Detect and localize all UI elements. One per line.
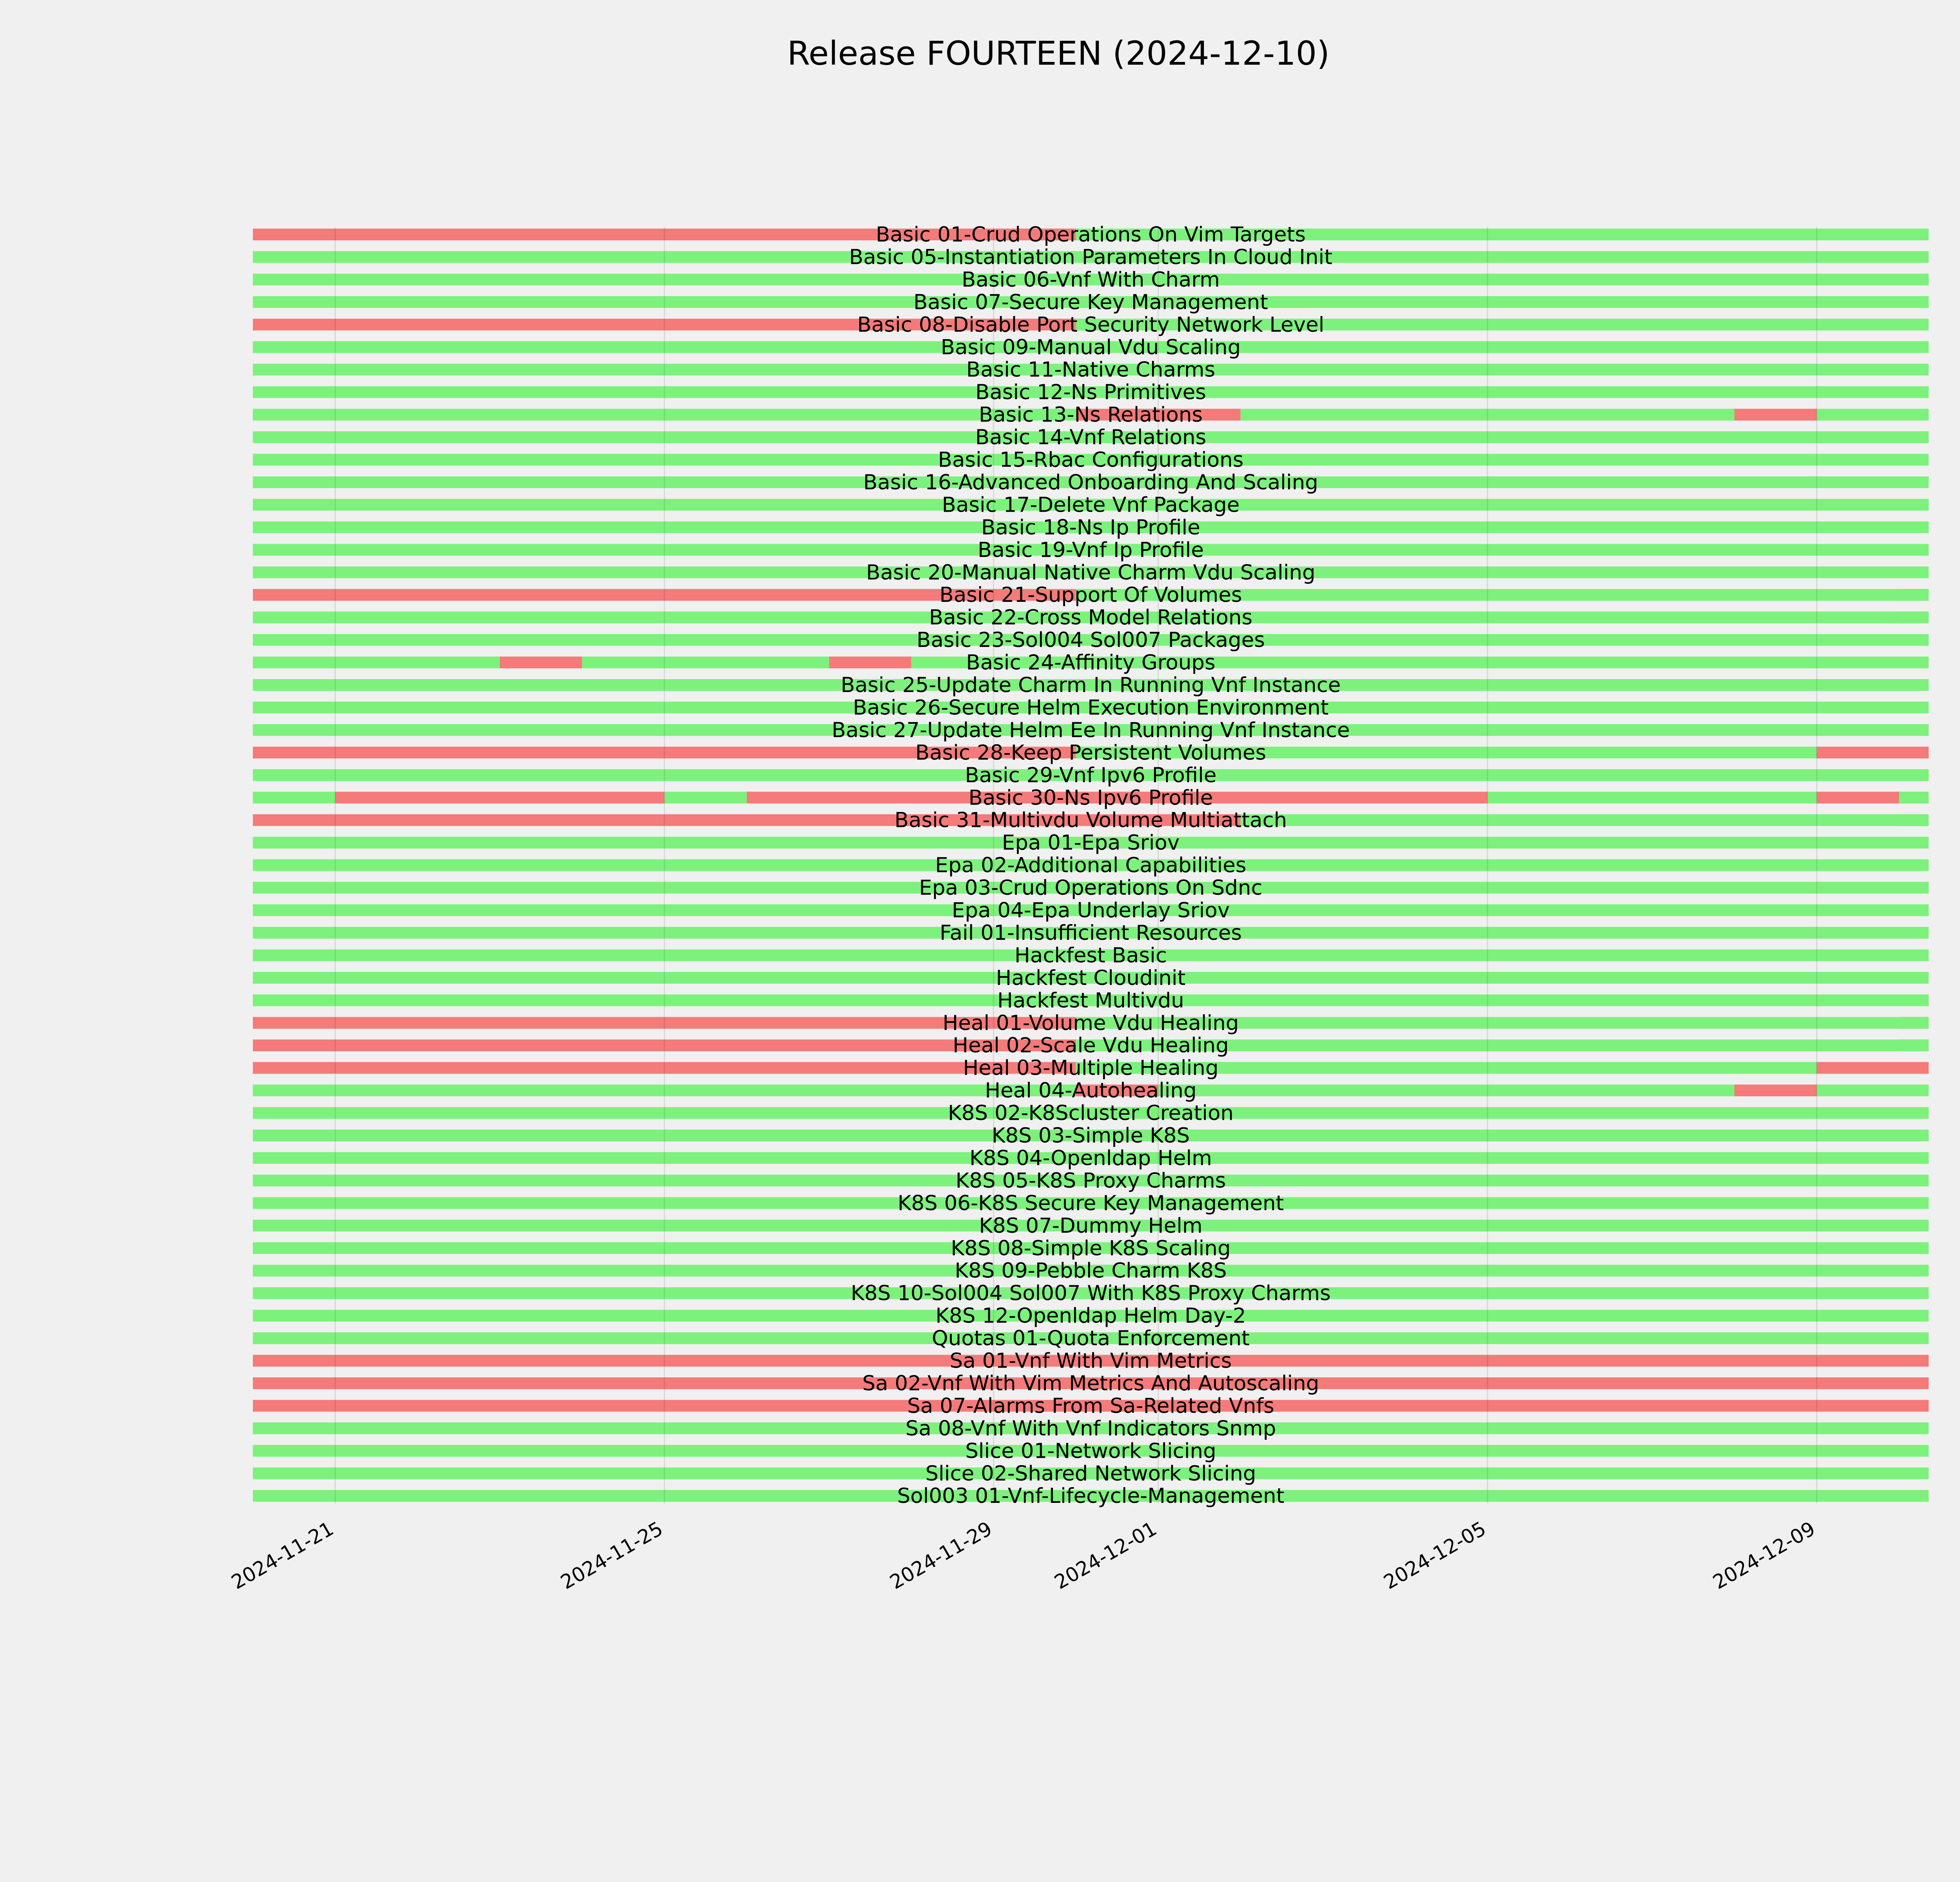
x-tick-label: 2024-12-05 bbox=[1379, 1517, 1490, 1594]
row-label: Epa 01-Epa Sriov bbox=[1002, 831, 1180, 855]
row-label: Basic 16-Advanced Onboarding And Scaling bbox=[863, 470, 1318, 494]
row-label: Basic 17-Delete Vnf Package bbox=[942, 493, 1240, 517]
row-label: Basic 08-Disable Port Security Network Level bbox=[857, 312, 1325, 337]
row-label: Basic 20-Manual Native Charm Vdu Scaling bbox=[866, 560, 1316, 585]
row-label: Heal 01-Volume Vdu Healing bbox=[942, 1011, 1239, 1035]
status-bar-fail bbox=[335, 792, 664, 803]
row-label: K8S 12-Openldap Helm Day-2 bbox=[935, 1304, 1246, 1328]
row-label: Basic 23-Sol004 Sol007 Packages bbox=[916, 628, 1265, 652]
x-tick-label: 2024-11-25 bbox=[557, 1517, 667, 1594]
status-bar-pass bbox=[582, 657, 829, 669]
row-label: Sa 02-Vnf With Vim Metrics And Autoscaling bbox=[862, 1371, 1319, 1395]
row-label: Hackfest Multivdu bbox=[997, 988, 1184, 1013]
row-label: Basic 14-Vnf Relations bbox=[975, 425, 1207, 450]
status-bar-pass bbox=[253, 657, 500, 669]
row-label: Basic 18-Ns Ip Profile bbox=[981, 515, 1200, 540]
row-label: Sa 08-Vnf With Vnf Indicators Snmp bbox=[905, 1416, 1276, 1441]
row-label: Epa 04-Epa Underlay Sriov bbox=[951, 898, 1230, 923]
status-bar-pass bbox=[1817, 409, 1929, 421]
row-label: Basic 07-Secure Key Management bbox=[913, 290, 1268, 314]
row-label: Basic 06-Vnf With Charm bbox=[962, 267, 1220, 292]
row-label: Basic 09-Manual Vdu Scaling bbox=[940, 335, 1241, 360]
row-label: K8S 08-Simple K8S Scaling bbox=[951, 1236, 1231, 1261]
row-label: K8S 06-K8S Secure Key Management bbox=[897, 1191, 1284, 1215]
row-label: Heal 02-Scale Vdu Healing bbox=[953, 1034, 1229, 1058]
row-label: Basic 12-Ns Primitives bbox=[975, 380, 1206, 405]
status-bar-fail bbox=[500, 657, 582, 669]
row-label: Basic 22-Cross Model Relations bbox=[929, 605, 1253, 630]
status-bar-pass bbox=[1488, 792, 1817, 803]
x-tick-label: 2024-12-01 bbox=[1051, 1517, 1161, 1594]
row-label: Basic 28-Keep Persistent Volumes bbox=[915, 741, 1267, 765]
x-tick-label: 2024-11-29 bbox=[886, 1517, 996, 1594]
status-bar-fail bbox=[1817, 1062, 1929, 1074]
status-bar-fail bbox=[829, 657, 911, 669]
row-label: K8S 10-Sol004 Sol007 With K8S Proxy Charms bbox=[851, 1281, 1331, 1306]
row-label: Basic 29-Vnf Ipv6 Profile bbox=[965, 763, 1217, 787]
row-label: Heal 03-Multiple Healing bbox=[963, 1056, 1219, 1080]
row-label: Epa 02-Additional Capabilities bbox=[935, 853, 1247, 877]
status-bar-pass bbox=[1817, 1085, 1929, 1096]
row-label: Basic 19-Vnf Ip Profile bbox=[978, 538, 1204, 562]
status-bar-pass bbox=[1158, 1085, 1735, 1096]
row-label: Basic 15-Rbac Configurations bbox=[938, 448, 1244, 472]
row-label: Hackfest Cloudinit bbox=[996, 966, 1186, 990]
row-label: Quotas 01-Quota Enforcement bbox=[932, 1326, 1250, 1351]
row-label: K8S 05-K8S Proxy Charms bbox=[955, 1168, 1226, 1193]
row-label: Sa 01-Vnf With Vim Metrics bbox=[949, 1349, 1232, 1373]
row-label: Slice 02-Shared Network Slicing bbox=[925, 1461, 1256, 1486]
row-label: Basic 25-Update Charm In Running Vnf Instance bbox=[840, 673, 1341, 697]
row-label: Slice 01-Network Slicing bbox=[965, 1439, 1216, 1463]
row-label: Hackfest Basic bbox=[1014, 943, 1167, 968]
row-label: Heal 04-Autohealing bbox=[985, 1079, 1197, 1103]
row-label: Basic 21-Support Of Volumes bbox=[939, 583, 1242, 607]
row-label: Basic 26-Secure Helm Execution Environment bbox=[853, 696, 1329, 720]
status-bar-fail bbox=[1734, 409, 1817, 421]
row-label: Sol003 01-Vnf-Lifecycle-Management bbox=[897, 1484, 1285, 1508]
status-bar-pass bbox=[1899, 792, 1929, 803]
row-label: Basic 24-Affinity Groups bbox=[966, 650, 1216, 675]
x-axis-tick-labels bbox=[227, 1517, 1819, 1594]
row-label: K8S 03-Simple K8S bbox=[991, 1124, 1190, 1148]
status-bar-pass bbox=[1241, 814, 1929, 826]
row-label: Fail 01-Insufficient Resources bbox=[940, 921, 1242, 945]
status-bar-fail bbox=[1817, 747, 1929, 758]
row-label: K8S 07-Dummy Helm bbox=[979, 1213, 1203, 1238]
row-label: Basic 05-Instantiation Parameters In Cloud Init bbox=[849, 245, 1333, 269]
status-bar-pass bbox=[664, 792, 747, 803]
row-label: K8S 04-Openldap Helm bbox=[969, 1146, 1212, 1170]
row-label: K8S 02-K8Scluster Creation bbox=[948, 1101, 1234, 1125]
row-label: Basic 11-Native Charms bbox=[966, 358, 1216, 382]
row-label: K8S 09-Pebble Charm K8S bbox=[955, 1259, 1227, 1283]
chart-title: Release FOURTEEN (2024-12-10) bbox=[787, 34, 1330, 73]
row-label: Basic 31-Multivdu Volume Multiattach bbox=[894, 808, 1287, 832]
status-bar-fail bbox=[1734, 1085, 1817, 1096]
row-label: Basic 27-Update Helm Ee In Running Vnf Instance bbox=[831, 718, 1350, 742]
x-tick-label: 2024-11-21 bbox=[227, 1517, 338, 1594]
row-label: Basic 01-Crud Operations On Vim Targets bbox=[876, 223, 1306, 247]
status-bar-pass bbox=[253, 792, 335, 803]
x-tick-label: 2024-12-09 bbox=[1709, 1517, 1819, 1594]
row-label: Epa 03-Crud Operations On Sdnc bbox=[919, 876, 1263, 900]
row-label: Basic 13-Ns Relations bbox=[978, 403, 1203, 427]
row-label: Sa 07-Alarms From Sa-Related Vnfs bbox=[907, 1394, 1274, 1418]
row-label: Basic 30-Ns Ipv6 Profile bbox=[968, 786, 1213, 810]
